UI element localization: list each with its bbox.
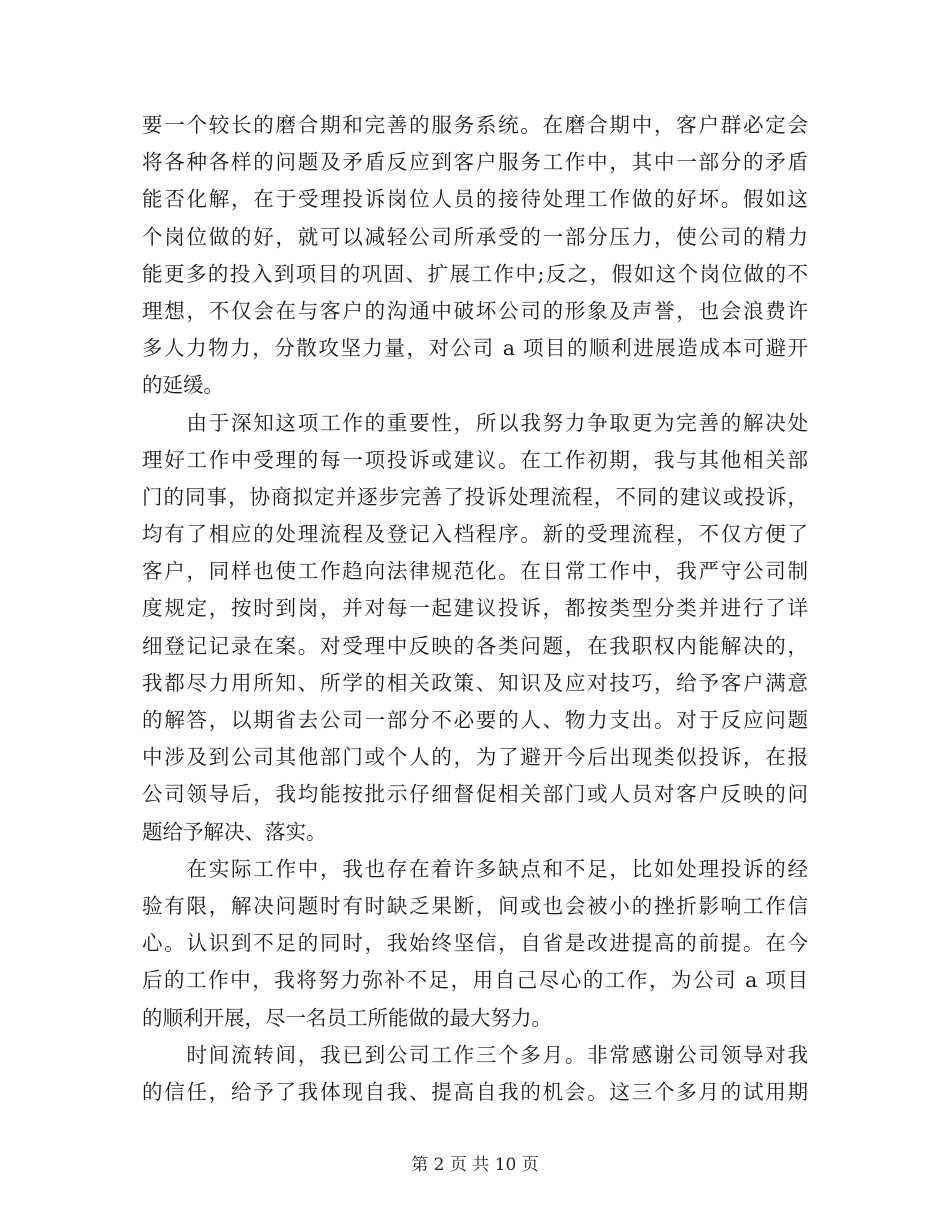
text-line: 均有了相应的处理流程及登记入档程序。新的受理流程，不仅方便了	[142, 522, 808, 547]
text-line: 的顺利开展，尽一名员工所能做的最大努力。	[142, 1005, 552, 1030]
text-line: 能否化解，在于受理投诉岗位人员的接待处理工作做的好坏。假如这	[142, 187, 808, 212]
text-line: 将各种各样的问题及矛盾反应到客户服务工作中，其中一部分的矛盾	[142, 150, 808, 175]
text-line: 验有限，解决问题时有时缺乏果断，间或也会被小的挫折影响工作信	[142, 893, 808, 918]
text-line: 要一个较长的磨合期和完善的服务系统。在磨合期中，客户群必定会	[142, 113, 808, 137]
text-line: 理好工作中受理的每一项投诉或建议。在工作初期，我与其他相关部	[142, 447, 808, 472]
text-line: 题给予解决、落实。	[142, 819, 327, 844]
body-text	[142, 107, 808, 1111]
page-number-footer: 第 2 页 共 10 页	[411, 1155, 539, 1175]
text-line: 我都尽力用所知、所学的相关政策、知识及应对技巧，给予客户满意	[142, 670, 808, 695]
text-line: 能更多的投入到项目的巩固、扩展工作中;反之，假如这个岗位做的不	[142, 261, 808, 286]
text-line: 度规定，按时到岗，并对每一起建议投诉，都按类型分类并进行了详	[142, 596, 808, 621]
text-line: 后的工作中，我将努力弥补不足，用自己尽心的工作，为公司 a 项目	[142, 968, 808, 993]
text-line: 在实际工作中，我也存在着许多缺点和不足，比如处理投诉的经	[142, 856, 808, 881]
text-line: 公司领导后，我均能按批示仔细督促相关部门或人员对客户反映的问	[142, 782, 808, 807]
text-line: 客户，同样也使工作趋向法律规范化。在日常工作中，我严守公司制	[142, 559, 808, 584]
text-line: 理想，不仅会在与客户的沟通中破坏公司的形象及声誉，也会浪费许	[142, 298, 808, 323]
text-line: 的解答，以期省去公司一部分不必要的人、物力支出。对于反应问题	[142, 708, 808, 732]
text-line: 由于深知这项工作的重要性，所以我努力争取更为完善的解决处	[142, 410, 808, 435]
text-line: 中涉及到公司其他部门或个人的，为了避开今后出现类似投诉，在报	[142, 745, 808, 770]
text-line: 的延缓。	[142, 373, 224, 398]
text-line: 心。认识到不足的同时，我始终坚信，自省是改进提高的前提。在今	[142, 931, 808, 956]
text-line: 多人力物力，分散攻坚力量，对公司 a 项目的顺利进展造成本可避开	[142, 336, 808, 361]
text-line: 细登记记录在案。对受理中反映的各类问题，在我职权内能解决的，	[142, 633, 808, 658]
text-line: 的信任，给予了我体现自我、提高自我的机会。这三个多月的试用期	[142, 1079, 808, 1104]
text-line: 门的同事，协商拟定并逐步完善了投诉处理流程，不同的建议或投诉，	[142, 484, 808, 509]
text-line: 时间流转间，我已到公司工作三个多月。非常感谢公司领导对我	[142, 1042, 808, 1067]
text-line: 个岗位做的好，就可以减轻公司所承受的一部分压力，使公司的精力	[142, 224, 808, 249]
